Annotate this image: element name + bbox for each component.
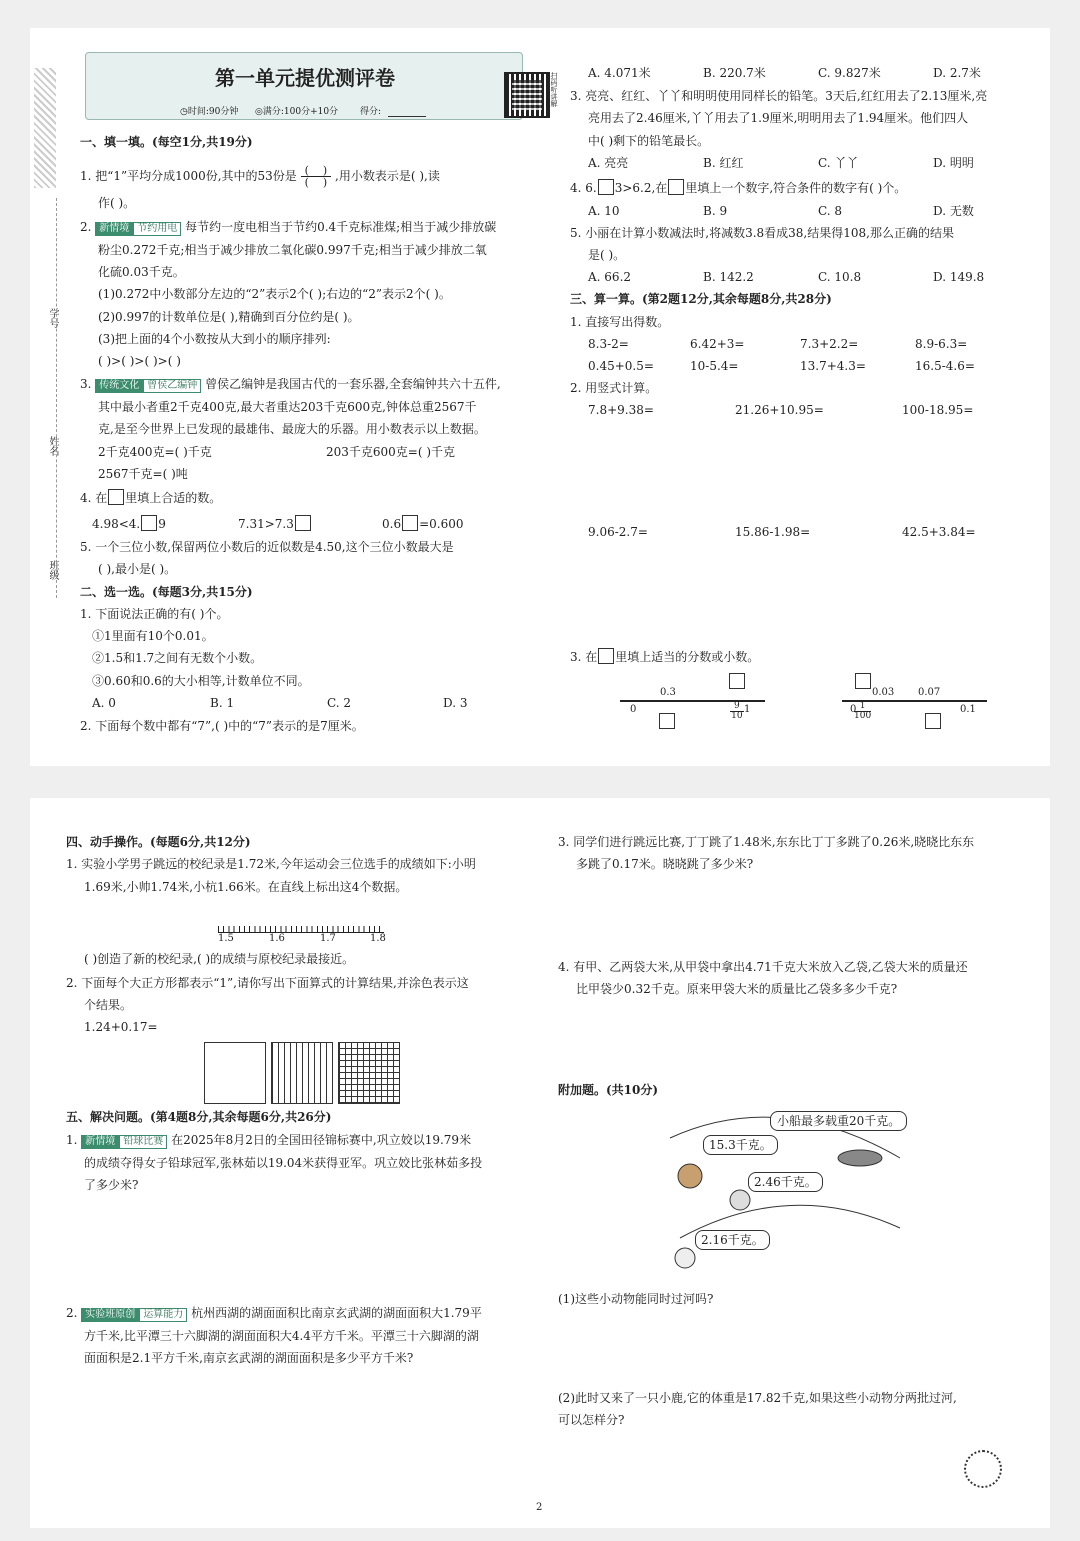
q2-4-opt-b[interactable]: B. 9	[703, 204, 728, 218]
q2-1: 1. 下面说法正确的有( )个。	[80, 607, 229, 621]
section3-heading: 三、算一算。(第2题12分,其余每题8分,共28分)	[570, 292, 832, 306]
q1-1	[80, 165, 440, 188]
q3-1: 1. 直接写出得数。	[570, 315, 670, 329]
calc-item[interactable]: 13.7+4.3=	[800, 359, 866, 373]
q1-2-line3: 化硫0.03千克。	[98, 265, 185, 279]
q1-3-blank1[interactable]: 2千克400克=( )千克	[98, 445, 212, 459]
q4-1-blanks[interactable]: ( )创造了新的校纪录,( )的成绩与原校纪录最接近。	[84, 952, 355, 966]
q1-2: 2. 新情境 节约用电 每节约一度电相当于节约0.4千克标准煤;相当于减少排放碳	[80, 220, 497, 234]
number-line-2-fraction: $\frac{1}{100}$	[854, 701, 872, 721]
answer-box[interactable]	[668, 179, 684, 195]
time-limit: ◷时间:90分钟	[180, 107, 239, 117]
section1-heading: 一、填一填。(每空1分,共19分)	[80, 135, 253, 149]
vertical-calc-item[interactable]: 42.5+3.84=	[902, 525, 976, 539]
q2-1-opt-c[interactable]: C. 2	[327, 696, 352, 710]
number-line-1-fraction: $\frac{9}{10}$	[731, 701, 743, 721]
score-blank[interactable]	[388, 116, 426, 117]
ruler-tick: 1.7	[320, 933, 336, 944]
q2-4: 4. 6. 3>6.2,在 里填上一个数字,符合条件的数字有( )个。	[570, 181, 907, 195]
q1-1-text-b: ,用小数表示是( ),读	[335, 169, 440, 183]
binding-line	[56, 198, 58, 598]
q1-3-line2: 其中最小者重2千克400克,最大者重达203千克600克,钟体总重2567千	[98, 400, 477, 414]
q2-3-opt-b[interactable]: B. 红红	[703, 156, 744, 170]
monkey-weight-bubble: 15.3千克。	[703, 1135, 778, 1155]
q2-1-opt-b[interactable]: B. 1	[210, 696, 235, 710]
vertical-calc-item[interactable]: 9.06-2.7=	[588, 525, 648, 539]
tag-culture: 传统文化	[95, 379, 143, 393]
exam-page-2	[30, 798, 1050, 1528]
q2-3-opt-a[interactable]: A. 亮亮	[588, 156, 629, 170]
q2-5: 5. 小丽在计算小数减法时,将减数3.8看成38,结果得108,那么正确的结果	[570, 226, 954, 240]
margin-label-id: 学号	[47, 308, 58, 328]
logo-icon	[964, 1450, 1002, 1488]
q2-1-opt-d[interactable]: D. 3	[443, 696, 468, 710]
score-label: 得分:	[360, 107, 382, 117]
q2-1-stmt2: ②1.5和1.7之间有无数个小数。	[92, 651, 263, 665]
vertical-calc-item[interactable]: 21.26+10.95=	[735, 403, 824, 417]
q1-1-read: 作( )。	[98, 196, 136, 210]
q2-5-opt-c[interactable]: C. 10.8	[818, 270, 862, 284]
q2-3: 3. 亮亮、红红、丫丫和明明使用同样长的铅笔。3天后,红红用去了2.13厘米,亮	[570, 89, 988, 103]
q2-5-opt-a[interactable]: A. 66.2	[588, 270, 632, 284]
calc-item[interactable]: 16.5-4.6=	[915, 359, 975, 373]
answer-box[interactable]	[402, 515, 418, 531]
q1-2-text: 每节约一度电相当于节约0.4千克标准煤;相当于减少排放碳	[185, 220, 497, 234]
q2-5-opt-d[interactable]: D. 149.8	[933, 270, 985, 284]
vertical-calc-item[interactable]: 15.86-1.98=	[735, 525, 811, 539]
q2-2: 2. 下面每个数中都有“7”,( )中的“7”表示的是7厘米。	[80, 719, 364, 733]
answer-box	[598, 648, 614, 664]
number-line-2-label-a: 0.03	[872, 687, 895, 698]
q1-2-line2: 粉尘0.272千克;相当于减少排放二氧化碳0.997千克;相当于减少排放二氧	[98, 243, 487, 257]
q5-3: 3. 同学们进行跳远比赛,丁丁跳了1.48米,东东比丁丁多跳了0.26米,晓晓比东东	[558, 835, 975, 849]
q2-5-opt-b[interactable]: B. 142.2	[703, 270, 754, 284]
q2-2-opt-c[interactable]: C. 9.827米	[818, 66, 881, 80]
page-title: 第一单元提优测评卷	[215, 66, 395, 90]
number-line-2-zero: 0	[850, 704, 857, 715]
q3-3: 3. 在 里填上适当的分数或小数。	[570, 650, 760, 664]
q2-3-line3: 中( )剩下的铅笔最长。	[588, 134, 710, 148]
number-line-2-end: 0.1	[960, 704, 976, 715]
answer-box[interactable]	[598, 179, 614, 195]
unit-square-tenths[interactable]	[271, 1042, 333, 1104]
q5-2-line3: 面面积是2.1平方千米,南京玄武湖的湖面面积是多少平方千米?	[84, 1351, 414, 1365]
q4-2-expr[interactable]: 1.24+0.17=	[84, 1020, 158, 1034]
q5-3-line2: 多跳了0.17米。晓晓跳了多少米?	[576, 857, 754, 871]
q2-4-opt-c[interactable]: C. 8	[818, 204, 843, 218]
answer-box[interactable]	[141, 515, 157, 531]
bonus-q2-line2: 可以怎样分?	[558, 1413, 625, 1427]
tag-shot-put: 铅球比赛	[119, 1135, 167, 1149]
q1-4-text: 4. 在	[80, 491, 108, 505]
qr-label: 扫码听讲解	[550, 72, 558, 107]
section4-heading: 四、动手操作。(每题6分,共12分)	[66, 835, 251, 849]
full-score: ◎满分:100分+10分	[255, 107, 339, 117]
number-line-2-label-b: 0.07	[918, 687, 941, 698]
decorative-margin-stripe	[34, 68, 56, 188]
q1-2-order-blanks[interactable]: ( )>( )>( )>( )	[98, 354, 181, 368]
q1-5-blanks[interactable]: ( ),最小是( )。	[98, 562, 177, 576]
q2-3-opt-d[interactable]: D. 明明	[933, 156, 974, 170]
unit-square-hundredths[interactable]	[338, 1042, 400, 1104]
ruler-number-line[interactable]	[218, 926, 384, 933]
q5-1: 1. 新情境 铅球比赛 在2025年8月2日的全国田径锦标赛中,巩立姣以19.79米	[66, 1133, 472, 1147]
q2-2-opt-d[interactable]: D. 2.7米	[933, 66, 981, 80]
margin-label-name: 姓名	[47, 436, 58, 456]
number-line-1-one: 1	[744, 704, 751, 715]
q1-2-sub3: (3)把上面的4个小数按从大到小的顺序排列:	[98, 332, 331, 346]
answer-box[interactable]	[295, 515, 311, 531]
calc-item[interactable]: 0.45+0.5=	[588, 359, 654, 373]
q1-2-sub2: (2)0.997的计数单位是( ),精确到百分位约是( )。	[98, 310, 360, 324]
q2-1-stmt3: ③0.60和0.6的大小相等,计数单位不同。	[92, 674, 310, 688]
ruler-tick: 1.5	[218, 933, 234, 944]
fraction-blank[interactable]: $\frac{( )}{( )}$	[301, 165, 332, 188]
page-number: 2	[536, 1502, 543, 1513]
bonus-heading: 附加题。(共10分)	[558, 1083, 659, 1097]
rabbit-weight-bubble: 2.46千克。	[748, 1172, 823, 1192]
tag-original: 实验班原创	[81, 1308, 139, 1322]
q1-3-blank3[interactable]: 2567千克=( )吨	[98, 467, 188, 481]
unit-square-whole[interactable]	[204, 1042, 266, 1104]
q1-3-blank2[interactable]: 203千克600克=( )千克	[326, 445, 456, 459]
q2-2-opt-b[interactable]: B. 220.7米	[703, 66, 766, 80]
section2-heading: 二、选一选。(每题3分,共15分)	[80, 585, 253, 599]
q2-4-opt-a[interactable]: A. 10	[588, 204, 620, 218]
q2-3-line2: 亮用去了2.46厘米,丫丫用去了1.9厘米,明明用去了1.94厘米。他们四人	[588, 111, 969, 125]
q5-1-line3: 了多少米?	[84, 1178, 139, 1192]
section5-heading: 五、解决问题。(第4题8分,其余每题6分,共26分)	[66, 1110, 332, 1124]
tag-new-context: 新情境	[81, 1135, 119, 1149]
answer-box[interactable]	[855, 673, 871, 689]
q4-2: 2. 下面每个大正方形都表示“1”,请你写出下面算式的计算结果,并涂色表示这	[66, 976, 469, 990]
q5-4: 4. 有甲、乙两袋大米,从甲袋中拿出4.71千克大米放入乙袋,乙袋大米的质量还	[558, 960, 968, 974]
calc-item[interactable]: 7.3+2.2=	[800, 337, 859, 351]
vertical-calc-item[interactable]: 100-18.95=	[902, 403, 974, 417]
q4-2-line2: 个结果。	[84, 998, 133, 1012]
boat-capacity-bubble: 小船最多载重20千克。	[770, 1111, 907, 1131]
q5-1-line2: 的成绩夺得女子铅球冠军,张林茹以19.04米获得亚军。巩立姣比张林茹多投	[84, 1156, 483, 1170]
exam-page-1	[30, 28, 1050, 766]
tag-new-context: 新情境	[95, 222, 133, 236]
q1-4-item1: 4.98<4. 9	[92, 517, 166, 531]
margin-label-class: 班级	[47, 560, 58, 580]
q1-4-text-b: 里填上合适的数。	[125, 491, 222, 505]
number-line-1-zero: 0	[630, 704, 637, 715]
q1-4-item2: 7.31>7.3	[238, 515, 312, 532]
q2-5-line2: 是( )。	[588, 248, 626, 262]
q2-1-opt-a[interactable]: A. 0	[92, 696, 116, 710]
q5-2: 2. 实验班原创 运算能力 杭州西湖的湖面面积比南京玄武湖的湖面面积大1.79平	[66, 1306, 482, 1320]
q2-1-stmt1: ①1里面有10个0.01。	[92, 629, 214, 643]
q3-2: 2. 用竖式计算。	[570, 381, 658, 395]
q1-3: 3. 传统文化 曾侯乙编钟 曾侯乙编钟是我国古代的一套乐器,全套编钟共六十五件,	[80, 377, 501, 391]
q2-3-opt-c[interactable]: C. 丫丫	[818, 156, 859, 170]
qr-code-icon[interactable]	[504, 72, 550, 118]
bonus-q1: (1)这些小动物能同时过河吗?	[558, 1292, 714, 1306]
q1-4-item3: 0.6 =0.600	[382, 517, 464, 531]
tag-save-power: 节约用电	[133, 222, 181, 236]
calc-item[interactable]: 6.42+3=	[690, 337, 745, 351]
q1-1-text: 1. 把“1”平均分成1000份,其中的53份是	[80, 169, 297, 183]
q1-3-line3: 克,是至今世界上已发现的最雄伟、最庞大的乐器。用小数表示以上数据。	[98, 422, 486, 436]
ruler-tick: 1.8	[370, 933, 386, 944]
answer-box	[108, 489, 124, 505]
q2-4-opt-d[interactable]: D. 无数	[933, 204, 974, 218]
q5-4-line2: 比甲袋少0.32千克。原来甲袋大米的质量比乙袋多多少千克?	[576, 982, 898, 996]
answer-box[interactable]	[925, 713, 941, 729]
calc-item[interactable]: 8.3-2=	[588, 337, 629, 351]
q4-1-line2: 1.69米,小帅1.74米,小杭1.66米。在直线上标出这4个数据。	[84, 880, 408, 894]
duck-weight-bubble: 2.16千克。	[695, 1230, 770, 1250]
q2-2-opt-a[interactable]: A. 4.071米	[588, 66, 651, 80]
q1-3-text: 曾侯乙编钟是我国古代的一套乐器,全套编钟共六十五件,	[205, 377, 501, 391]
ruler-tick: 1.6	[269, 933, 285, 944]
number-line-1-label: 0.3	[660, 687, 676, 698]
calc-item[interactable]: 8.9-6.3=	[915, 337, 968, 351]
bonus-q2: (2)此时又来了一只小鹿,它的体重是17.82千克,如果这些小动物分两批过河,	[558, 1391, 957, 1405]
tag-bells: 曾侯乙编钟	[143, 379, 201, 393]
calc-item[interactable]: 10-5.4=	[690, 359, 739, 373]
q1-4	[80, 489, 221, 506]
vertical-calc-item[interactable]: 7.8+9.38=	[588, 403, 654, 417]
answer-box[interactable]	[729, 673, 745, 689]
q4-1: 1. 实验小学男子跳远的校纪录是1.72米,今年运动会三位选手的成绩如下:小明	[66, 857, 476, 871]
answer-box[interactable]	[659, 713, 675, 729]
q5-2-line2: 方千米,比平潭三十六脚湖的湖面面积大4.4平方千米。平潭三十六脚湖的湖	[84, 1329, 479, 1343]
tag-arithmetic: 运算能力	[139, 1308, 187, 1322]
q1-2-sub1: (1)0.272中小数部分左边的“2”表示2个( );右边的“2”表示2个( )。	[98, 287, 451, 301]
q1-5: 5. 一个三位小数,保留两位小数后的近似数是4.50,这个三位小数最大是	[80, 540, 454, 554]
